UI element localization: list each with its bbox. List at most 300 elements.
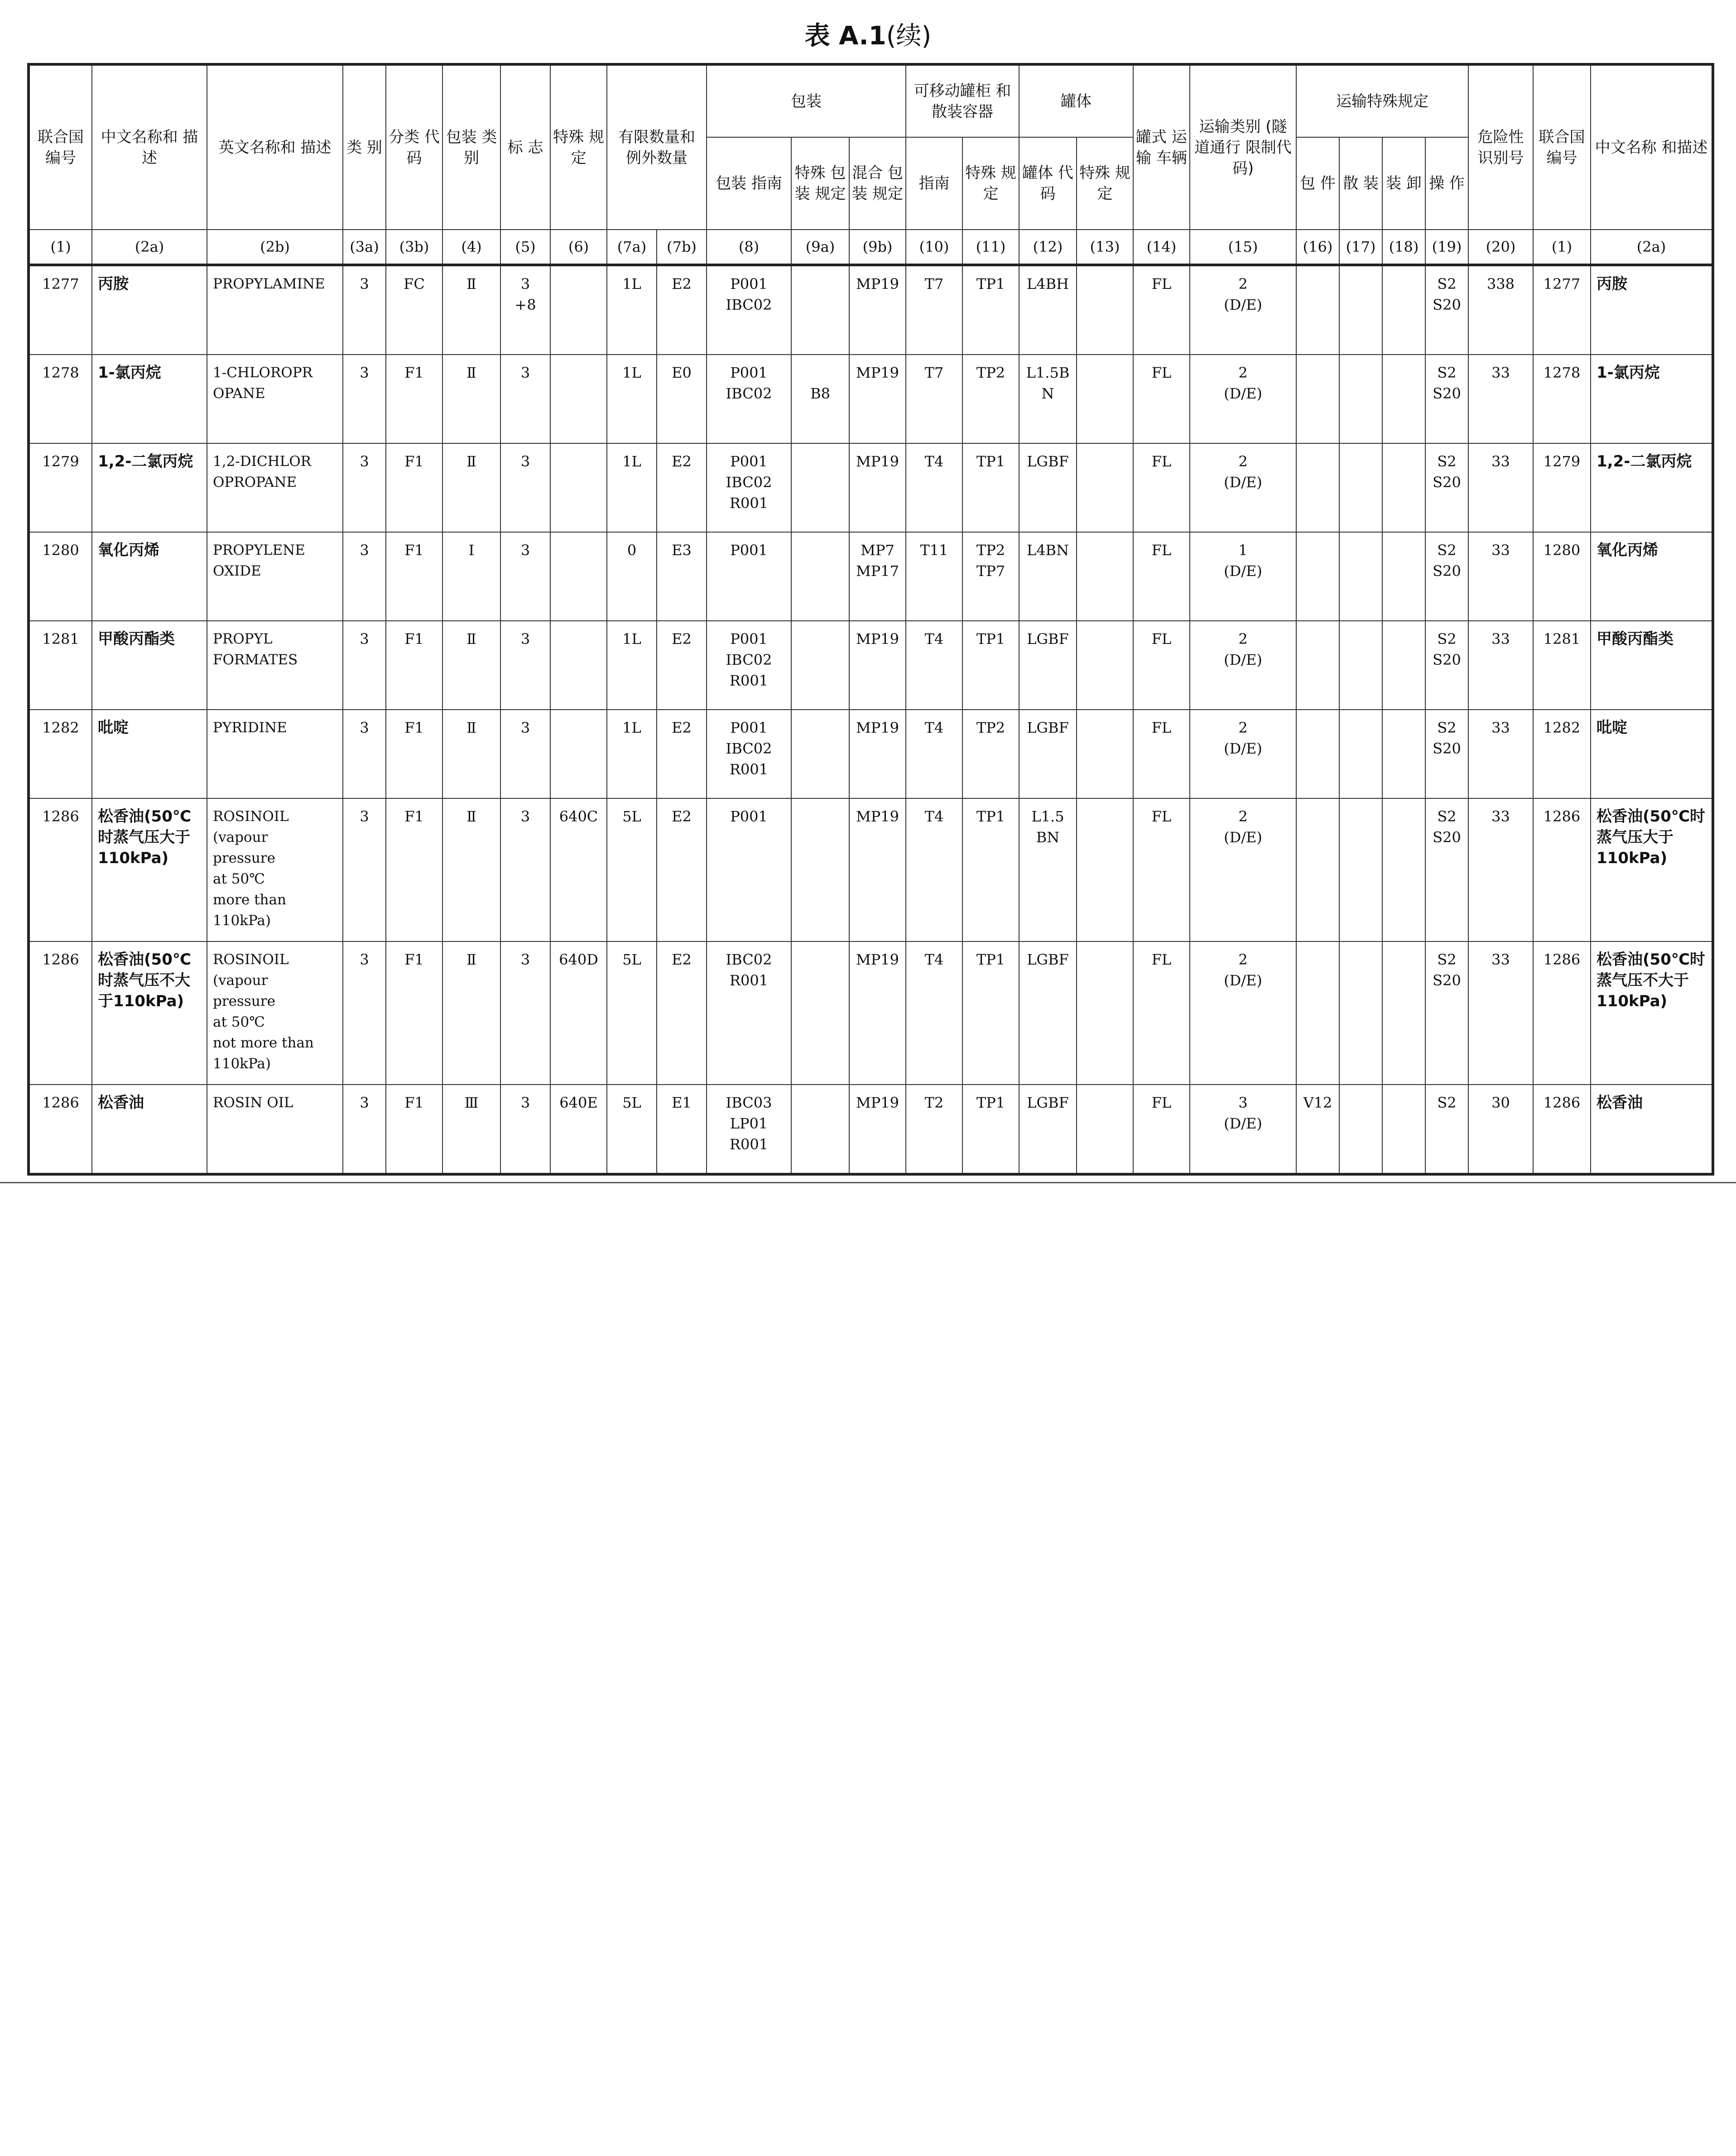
name-cn-2-cell: 松香油(50℃时蒸气压大于110kPa) [1591,798,1713,941]
tank-code-cell: LGBF [1019,1085,1077,1174]
special-provisions-cell [550,621,607,710]
tank-vehicle-cell: FL [1133,1085,1190,1174]
header-hazard-id: 危险性 识别号 [1468,64,1533,230]
packing-group-cell: Ⅱ [442,621,500,710]
pt-special-cell: TP1 [962,1085,1019,1174]
tank-special-cell [1077,798,1133,941]
header-special-packing: 特殊 包装 规定 [791,137,849,230]
class-cell: 3 [343,1085,386,1174]
special-provisions-cell [550,265,607,355]
name-cn-2-cell: 吡啶 [1591,710,1713,798]
table-row [29,532,1713,621]
header-packaging: 包装 [707,64,906,137]
limited-qty-cell: 5L [607,798,657,941]
name-cn-2-cell: 松香油(50℃时蒸气压不大于110kPa) [1591,941,1713,1085]
packing-group-cell: Ⅰ [442,532,500,621]
name-cn-2-cell: 1-氯丙烷 [1591,355,1713,443]
pt-instructions-cell: T7 [906,265,962,355]
header-name-cn-2: 中文名称 和描述 [1591,64,1713,230]
tank-special-cell [1077,1085,1133,1174]
hazard-id-cell: 33 [1468,443,1533,532]
operation-cell: S2 S20 [1425,798,1468,941]
tank-vehicle-cell: FL [1133,941,1190,1085]
operation-cell: S2 S20 [1425,532,1468,621]
tank-code-cell: L4BN [1019,532,1077,621]
name-cn-2-cell: 丙胺 [1591,265,1713,355]
packing-group-cell: Ⅱ [442,941,500,1085]
column-number: (1) [29,230,92,265]
packing-instructions-cell: P001 IBC02 R001 [707,710,791,798]
un-no-cell: 1286 [29,941,92,1085]
loading-cell [1382,941,1425,1085]
header-mixed-packing: 混合 包装 规定 [849,137,906,230]
un-no-2-cell: 1286 [1533,1085,1591,1174]
tank-code-cell: LGBF [1019,710,1077,798]
operation-cell: S2 S20 [1425,265,1468,355]
name-cn-2-cell: 1,2-二氯丙烷 [1591,443,1713,532]
un-no-cell: 1277 [29,265,92,355]
un-no-cell: 1282 [29,710,92,798]
class-cell: 3 [343,941,386,1085]
packing-instructions-cell: IBC02 R001 [707,941,791,1085]
operation-cell: S2 S20 [1425,710,1468,798]
column-number: (19) [1425,230,1468,265]
un-no-cell: 1281 [29,621,92,710]
header-pt-special: 特殊 规定 [962,137,1019,230]
name-en-cell: 1,2-DICHLOR OPROPANE [207,443,343,532]
header-class-code: 分类 代码 [386,64,442,230]
column-number: (16) [1296,230,1339,265]
packages-cell [1296,798,1339,941]
labels-cell: 3 +8 [500,265,550,355]
table-row [29,355,1713,443]
header-transport-category: 运输类别 (隧道通行 限制代码) [1190,64,1296,230]
packing-instructions-cell: IBC03 LP01 R001 [707,1085,791,1174]
packing-group-cell: Ⅱ [442,443,500,532]
limited-qty-cell: 1L [607,265,657,355]
column-number-row [29,230,1713,265]
special-packing-cell [791,532,849,621]
bulk-cell [1339,355,1382,443]
column-number: (15) [1190,230,1296,265]
un-no-2-cell: 1279 [1533,443,1591,532]
transport-category-cell: 2 (D/E) [1190,621,1296,710]
header-row-1 [29,64,1713,137]
column-number: (7a) [607,230,657,265]
limited-qty-cell: 5L [607,1085,657,1174]
column-number: (9b) [849,230,906,265]
tank-special-cell [1077,443,1133,532]
special-packing-cell [791,941,849,1085]
special-provisions-cell: 640E [550,1085,607,1174]
pt-special-cell: TP1 [962,443,1019,532]
name-cn-cell: 甲酸丙酯类 [92,621,207,710]
header-un-no-2: 联合国 编号 [1533,64,1591,230]
hazard-id-cell: 30 [1468,1085,1533,1174]
packing-instructions-cell: P001 IBC02 R001 [707,443,791,532]
excepted-qty-cell: E2 [657,941,707,1085]
table-title-main: 表 A.1 [804,21,886,51]
packing-instructions-cell: P001 [707,532,791,621]
special-provisions-cell [550,443,607,532]
header-class: 类 别 [343,64,386,230]
pt-instructions-cell: T2 [906,1085,962,1174]
pt-instructions-cell: T4 [906,443,962,532]
packages-cell [1296,941,1339,1085]
special-packing-cell [791,265,849,355]
name-en-cell: PROPYL FORMATES [207,621,343,710]
transport-category-cell: 2 (D/E) [1190,443,1296,532]
pt-special-cell: TP1 [962,621,1019,710]
column-number: (10) [906,230,962,265]
column-number: (18) [1382,230,1425,265]
pt-special-cell: TP2 [962,355,1019,443]
hazard-id-cell: 33 [1468,941,1533,1085]
tank-vehicle-cell: FL [1133,443,1190,532]
column-number: (8) [707,230,791,265]
special-provisions-cell [550,355,607,443]
class-cell: 3 [343,443,386,532]
tank-vehicle-cell: FL [1133,355,1190,443]
name-en-cell: PYRIDINE [207,710,343,798]
header-tank: 罐体 [1019,64,1133,137]
loading-cell [1382,532,1425,621]
header-labels: 标 志 [500,64,550,230]
mixed-packing-cell: MP19 [849,265,906,355]
pt-instructions-cell: T11 [906,532,962,621]
tank-vehicle-cell: FL [1133,532,1190,621]
limited-qty-cell: 0 [607,532,657,621]
excepted-qty-cell: E2 [657,621,707,710]
table-row [29,443,1713,532]
pt-special-cell: TP2 TP7 [962,532,1019,621]
limited-qty-cell: 1L [607,443,657,532]
header-tank-vehicle: 罐式 运输 车辆 [1133,64,1190,230]
column-number: (4) [442,230,500,265]
name-en-cell: 1-CHLOROPR OPANE [207,355,343,443]
transport-category-cell: 2 (D/E) [1190,798,1296,941]
header-loading: 装 卸 [1382,137,1425,230]
un-no-cell: 1280 [29,532,92,621]
column-number: (14) [1133,230,1190,265]
packages-cell [1296,443,1339,532]
limited-qty-cell: 1L [607,710,657,798]
name-cn-cell: 松香油 [92,1085,207,1174]
tank-code-cell: LGBF [1019,621,1077,710]
column-number: (5) [500,230,550,265]
bulk-cell [1339,532,1382,621]
bulk-cell [1339,1085,1382,1174]
operation-cell: S2 S20 [1425,443,1468,532]
column-number: (20) [1468,230,1533,265]
hazard-id-cell: 338 [1468,265,1533,355]
transport-category-cell: 2 (D/E) [1190,355,1296,443]
un-no-cell: 1279 [29,443,92,532]
mixed-packing-cell: MP19 [849,443,906,532]
labels-cell: 3 [500,941,550,1085]
table-title-suffix: (续) [886,21,932,51]
labels-cell: 3 [500,798,550,941]
hazard-id-cell: 33 [1468,798,1533,941]
un-no-cell: 1278 [29,355,92,443]
excepted-qty-cell: E2 [657,443,707,532]
bulk-cell [1339,798,1382,941]
column-number: (2b) [207,230,343,265]
tank-special-cell [1077,621,1133,710]
packing-group-cell: Ⅱ [442,798,500,941]
tank-vehicle-cell: FL [1133,265,1190,355]
header-packing-group: 包装 类别 [442,64,500,230]
column-number: (12) [1019,230,1077,265]
packing-group-cell: Ⅱ [442,265,500,355]
header-name-cn: 中文名称和 描述 [92,64,207,230]
name-cn-2-cell: 氧化丙烯 [1591,532,1713,621]
un-no-2-cell: 1278 [1533,355,1591,443]
bulk-cell [1339,443,1382,532]
un-no-2-cell: 1280 [1533,532,1591,621]
limited-qty-cell: 5L [607,941,657,1085]
header-pt-instructions: 指南 [906,137,962,230]
tank-special-cell [1077,710,1133,798]
labels-cell: 3 [500,443,550,532]
table-row [29,941,1713,1085]
pt-instructions-cell: T4 [906,621,962,710]
column-number: (3b) [386,230,442,265]
loading-cell [1382,621,1425,710]
tank-vehicle-cell: FL [1133,710,1190,798]
header-tank-code: 罐体 代码 [1019,137,1077,230]
loading-cell [1382,355,1425,443]
packages-cell [1296,710,1339,798]
column-number: (2a) [1591,230,1713,265]
class-code-cell: F1 [386,443,442,532]
tank-code-cell: L4BH [1019,265,1077,355]
pt-special-cell: TP1 [962,798,1019,941]
transport-category-cell: 2 (D/E) [1190,710,1296,798]
loading-cell [1382,265,1425,355]
header-un-no: 联合国 编号 [29,64,92,230]
excepted-qty-cell: E3 [657,532,707,621]
class-cell: 3 [343,532,386,621]
class-cell: 3 [343,798,386,941]
transport-category-cell: 1 (D/E) [1190,532,1296,621]
excepted-qty-cell: E0 [657,355,707,443]
table-row [29,798,1713,941]
name-cn-cell: 1,2-二氯丙烷 [92,443,207,532]
packages-cell [1296,355,1339,443]
transport-category-cell: 2 (D/E) [1190,265,1296,355]
table-row [29,265,1713,355]
packages-cell [1296,621,1339,710]
hazard-id-cell: 33 [1468,621,1533,710]
column-number: (6) [550,230,607,265]
limited-qty-cell: 1L [607,355,657,443]
class-code-cell: F1 [386,621,442,710]
column-number: (1) [1533,230,1591,265]
special-provisions-cell: 640D [550,941,607,1085]
packages-cell [1296,265,1339,355]
column-number: (7b) [657,230,707,265]
loading-cell [1382,710,1425,798]
header-name-en: 英文名称和 描述 [207,64,343,230]
un-no-2-cell: 1286 [1533,798,1591,941]
un-no-2-cell: 1281 [1533,621,1591,710]
mixed-packing-cell: MP19 [849,710,906,798]
limited-qty-cell: 1L [607,621,657,710]
column-number: (13) [1077,230,1133,265]
transport-category-cell: 2 (D/E) [1190,941,1296,1085]
pt-instructions-cell: T4 [906,710,962,798]
operation-cell: S2 S20 [1425,941,1468,1085]
class-code-cell: F1 [386,532,442,621]
transport-category-cell: 3 (D/E) [1190,1085,1296,1174]
packing-instructions-cell: P001 [707,798,791,941]
labels-cell: 3 [500,710,550,798]
mixed-packing-cell: MP19 [849,798,906,941]
header-special-transport: 运输特殊规定 [1296,64,1468,137]
mixed-packing-cell: MP19 [849,355,906,443]
excepted-qty-cell: E2 [657,265,707,355]
name-cn-2-cell: 甲酸丙酯类 [1591,621,1713,710]
header-special-provisions: 特殊 规定 [550,64,607,230]
column-number: (17) [1339,230,1382,265]
un-no-2-cell: 1286 [1533,941,1591,1085]
name-cn-cell: 1-氯丙烷 [92,355,207,443]
header-packing-instructions: 包装 指南 [707,137,791,230]
hazard-id-cell: 33 [1468,355,1533,443]
tank-code-cell: LGBF [1019,941,1077,1085]
special-packing-cell [791,621,849,710]
labels-cell: 3 [500,355,550,443]
tank-code-cell: LGBF [1019,443,1077,532]
labels-cell: 3 [500,1085,550,1174]
packing-instructions-cell: P001 IBC02 [707,265,791,355]
packing-group-cell: Ⅱ [442,710,500,798]
name-cn-cell: 吡啶 [92,710,207,798]
un-no-cell: 1286 [29,1085,92,1174]
un-no-2-cell: 1282 [1533,710,1591,798]
name-cn-cell: 丙胺 [92,265,207,355]
column-number: (9a) [791,230,849,265]
special-packing-cell [791,443,849,532]
labels-cell: 3 [500,621,550,710]
special-packing-cell [791,710,849,798]
header-tank-special: 特殊 规定 [1077,137,1133,230]
operation-cell: S2 S20 [1425,355,1468,443]
tank-special-cell [1077,265,1133,355]
name-cn-cell: 氧化丙烯 [92,532,207,621]
name-en-cell: PROPYLAMINE [207,265,343,355]
labels-cell: 3 [500,532,550,621]
packing-instructions-cell: P001 IBC02 R001 [707,621,791,710]
special-packing-cell [791,798,849,941]
tank-vehicle-cell: FL [1133,798,1190,941]
special-packing-cell [791,1085,849,1174]
mixed-packing-cell: MP19 [849,1085,906,1174]
pt-special-cell: TP1 [962,941,1019,1085]
tank-special-cell [1077,941,1133,1085]
special-packing-cell: B8 [791,355,849,443]
class-cell: 3 [343,621,386,710]
bulk-cell [1339,621,1382,710]
class-cell: 3 [343,710,386,798]
header-packages: 包 件 [1296,137,1339,230]
table-body [29,265,1713,1174]
column-number: (3a) [343,230,386,265]
name-cn-2-cell: 松香油 [1591,1085,1713,1174]
special-provisions-cell [550,532,607,621]
name-en-cell: PROPYLENE OXIDE [207,532,343,621]
bulk-cell [1339,941,1382,1085]
pt-instructions-cell: T7 [906,355,962,443]
packing-group-cell: Ⅲ [442,1085,500,1174]
class-code-cell: F1 [386,941,442,1085]
pt-instructions-cell: T4 [906,798,962,941]
excepted-qty-cell: E1 [657,1085,707,1174]
special-provisions-cell: 640C [550,798,607,941]
mixed-packing-cell: MP19 [849,941,906,1085]
header-portable-tanks: 可移动罐柜 和散装容器 [906,64,1019,137]
table-title [0,18,1736,54]
name-cn-cell: 松香油(50℃时蒸气压不大于110kPa) [92,941,207,1085]
class-code-cell: F1 [386,1085,442,1174]
class-code-cell: F1 [386,798,442,941]
bulk-cell [1339,710,1382,798]
tank-vehicle-cell: FL [1133,621,1190,710]
column-number: (2a) [92,230,207,265]
header-bulk: 散 装 [1339,137,1382,230]
excepted-qty-cell: E2 [657,710,707,798]
packing-group-cell: Ⅱ [442,355,500,443]
loading-cell [1382,443,1425,532]
name-cn-cell: 松香油(50℃时蒸气压大于110kPa) [92,798,207,941]
mixed-packing-cell: MP19 [849,621,906,710]
hazard-id-cell: 33 [1468,710,1533,798]
operation-cell: S2 [1425,1085,1468,1174]
name-en-cell: ROSINOIL (vapour pressure at 50℃ not more than 110kPa) [207,941,343,1085]
class-cell: 3 [343,355,386,443]
bulk-cell [1339,265,1382,355]
tank-code-cell: L1.5 BN [1019,798,1077,941]
special-provisions-cell [550,710,607,798]
class-code-cell: FC [386,265,442,355]
class-code-cell: F1 [386,355,442,443]
packages-cell [1296,532,1339,621]
class-cell: 3 [343,265,386,355]
name-en-cell: ROSINOIL (vapour pressure at 50℃ more than 110kPa) [207,798,343,941]
hazard-id-cell: 33 [1468,532,1533,621]
dangerous-goods-table [27,63,1714,1176]
packing-instructions-cell: P001 IBC02 [707,355,791,443]
excepted-qty-cell: E2 [657,798,707,941]
pt-special-cell: TP1 [962,265,1019,355]
class-code-cell: F1 [386,710,442,798]
loading-cell [1382,798,1425,941]
name-en-cell: ROSIN OIL [207,1085,343,1174]
header-operation: 操 作 [1425,137,1468,230]
page-divider [0,1182,1736,1183]
table-row [29,621,1713,710]
mixed-packing-cell: MP7 MP17 [849,532,906,621]
un-no-cell: 1286 [29,798,92,941]
table-row [29,710,1713,798]
packages-cell: V12 [1296,1085,1339,1174]
header-limited-qty: 有限数量和 例外数量 [607,64,707,230]
operation-cell: S2 S20 [1425,621,1468,710]
tank-code-cell: L1.5B N [1019,355,1077,443]
tank-special-cell [1077,532,1133,621]
pt-instructions-cell: T4 [906,941,962,1085]
